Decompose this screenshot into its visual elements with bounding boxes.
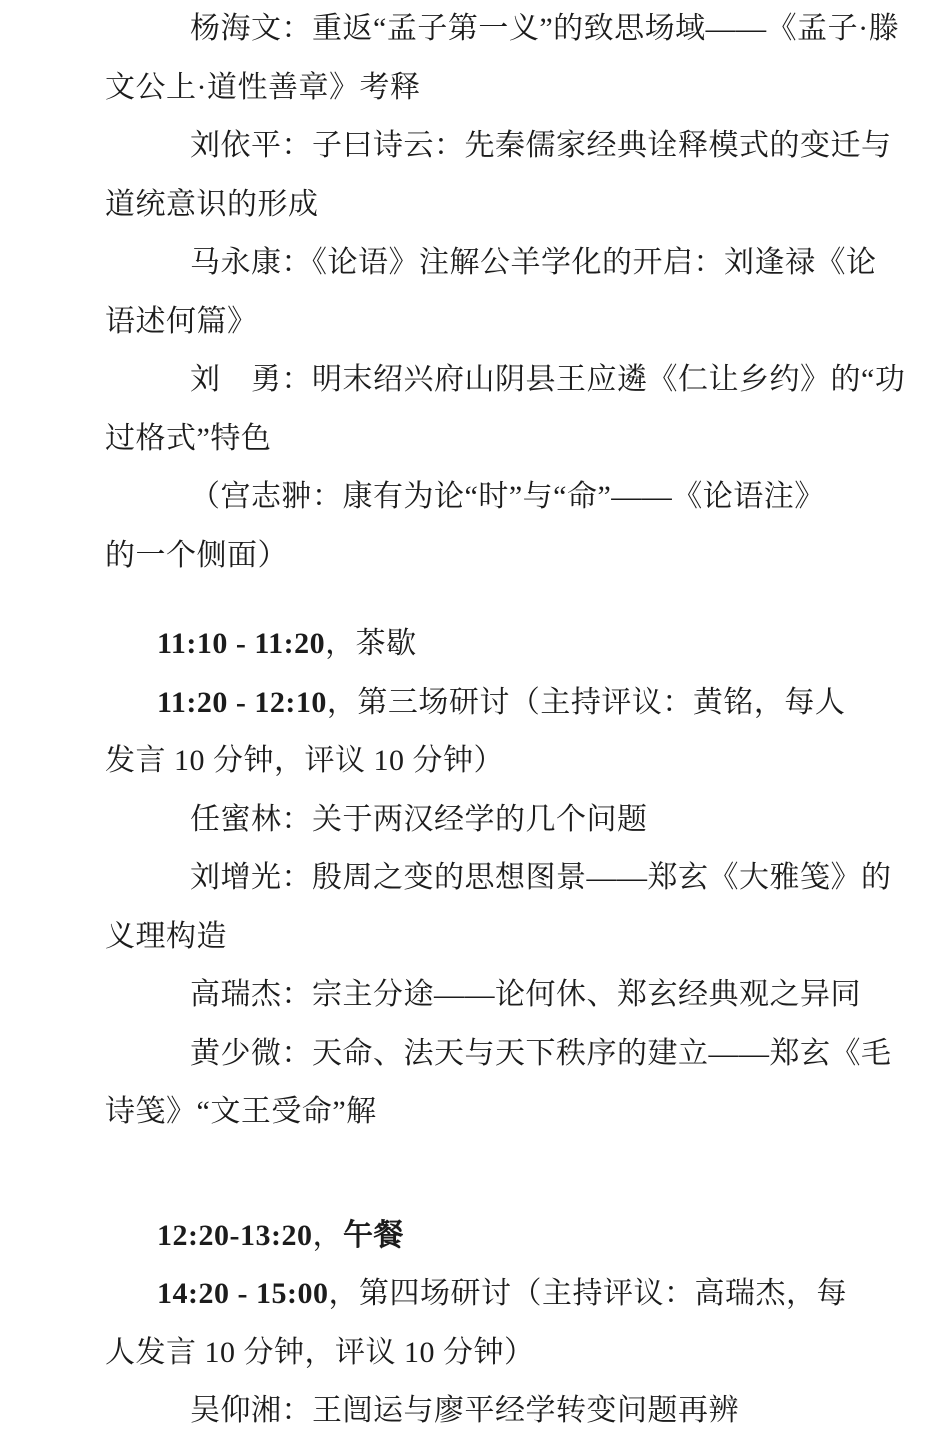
session-info: ，第三场研讨（主持评议：黄铭，每人 (326, 685, 846, 719)
presentation-title-line: 吴仰湘：王闿运与廖平经学转变问题再辨 (190, 1394, 739, 1427)
presentation-title-line: 刘增光：殷周之变的思想图景——郑玄《大雅笺》的 (190, 861, 892, 894)
lunch-line (0, 1207, 931, 1266)
session-info: ， (312, 1218, 343, 1252)
paragraph-gap (0, 1142, 931, 1207)
presentation-title-line: 的一个侧面） (105, 538, 288, 572)
presentation-title-line: （宫志翀：康有为论“时”与“命”——《论语注》 (190, 480, 825, 513)
session-3-header-line (0, 674, 931, 733)
presentation-title-line: 马永康：《论语》注解公羊学化的开启：刘逢禄《论 (190, 246, 877, 279)
presentation-title-line: 过格式”特色 (105, 421, 272, 455)
session-time: 14:20 - 15:00 (157, 1277, 329, 1310)
session-info: ，茶歇 (325, 627, 417, 660)
session-3-header-line: 发言 10 分钟，评议 10 分钟） (105, 744, 504, 777)
presentation-title-line: 语述何篇》 (105, 304, 258, 338)
session-info: ，第四场研讨（主持评议：高瑞杰，每 (328, 1277, 847, 1310)
session-4-header-line (0, 1265, 931, 1324)
presentation-title-line: 刘 勇：明末绍兴府山阴县王应遴《仁让乡约》的“功 (190, 363, 906, 396)
presentation-title-line: 道统意识的形成 (105, 187, 319, 221)
tea-break-line (0, 615, 931, 674)
presentation-title-line: 黄少微：天命、法天与天下秩序的建立——郑玄《毛 (190, 1036, 892, 1070)
session-time: 11:20 - 12:10 (157, 685, 327, 719)
presentation-title-line: 文公上·道性善章》考释 (105, 70, 421, 104)
paragraph-gap (0, 585, 931, 615)
meal-label: 午餐 (342, 1218, 404, 1252)
session-time: 11:10 - 11:20 (157, 627, 326, 660)
session-4-header-line: 人发言 10 分钟，评议 10 分钟） (105, 1335, 535, 1369)
presentation-title-line: 杨海文：重返“孟子第一义”的致思场域——《孟子·滕 (190, 12, 900, 45)
presentation-title-line: 高瑞杰：宗主分途——论何休、郑玄经典观之异同 (190, 978, 861, 1011)
session-time: 12:20-13:20 (157, 1218, 313, 1252)
presentation-title-line: 任蜜林：关于两汉经学的几个问题 (190, 802, 648, 836)
presentation-title-line: 义理构造 (105, 919, 227, 953)
presentation-title-line: 刘依平：子曰诗云：先秦儒家经典诠释模式的变迁与 (190, 129, 892, 162)
presentation-title-line: 诗笺》“文王受命”解 (105, 1095, 377, 1128)
